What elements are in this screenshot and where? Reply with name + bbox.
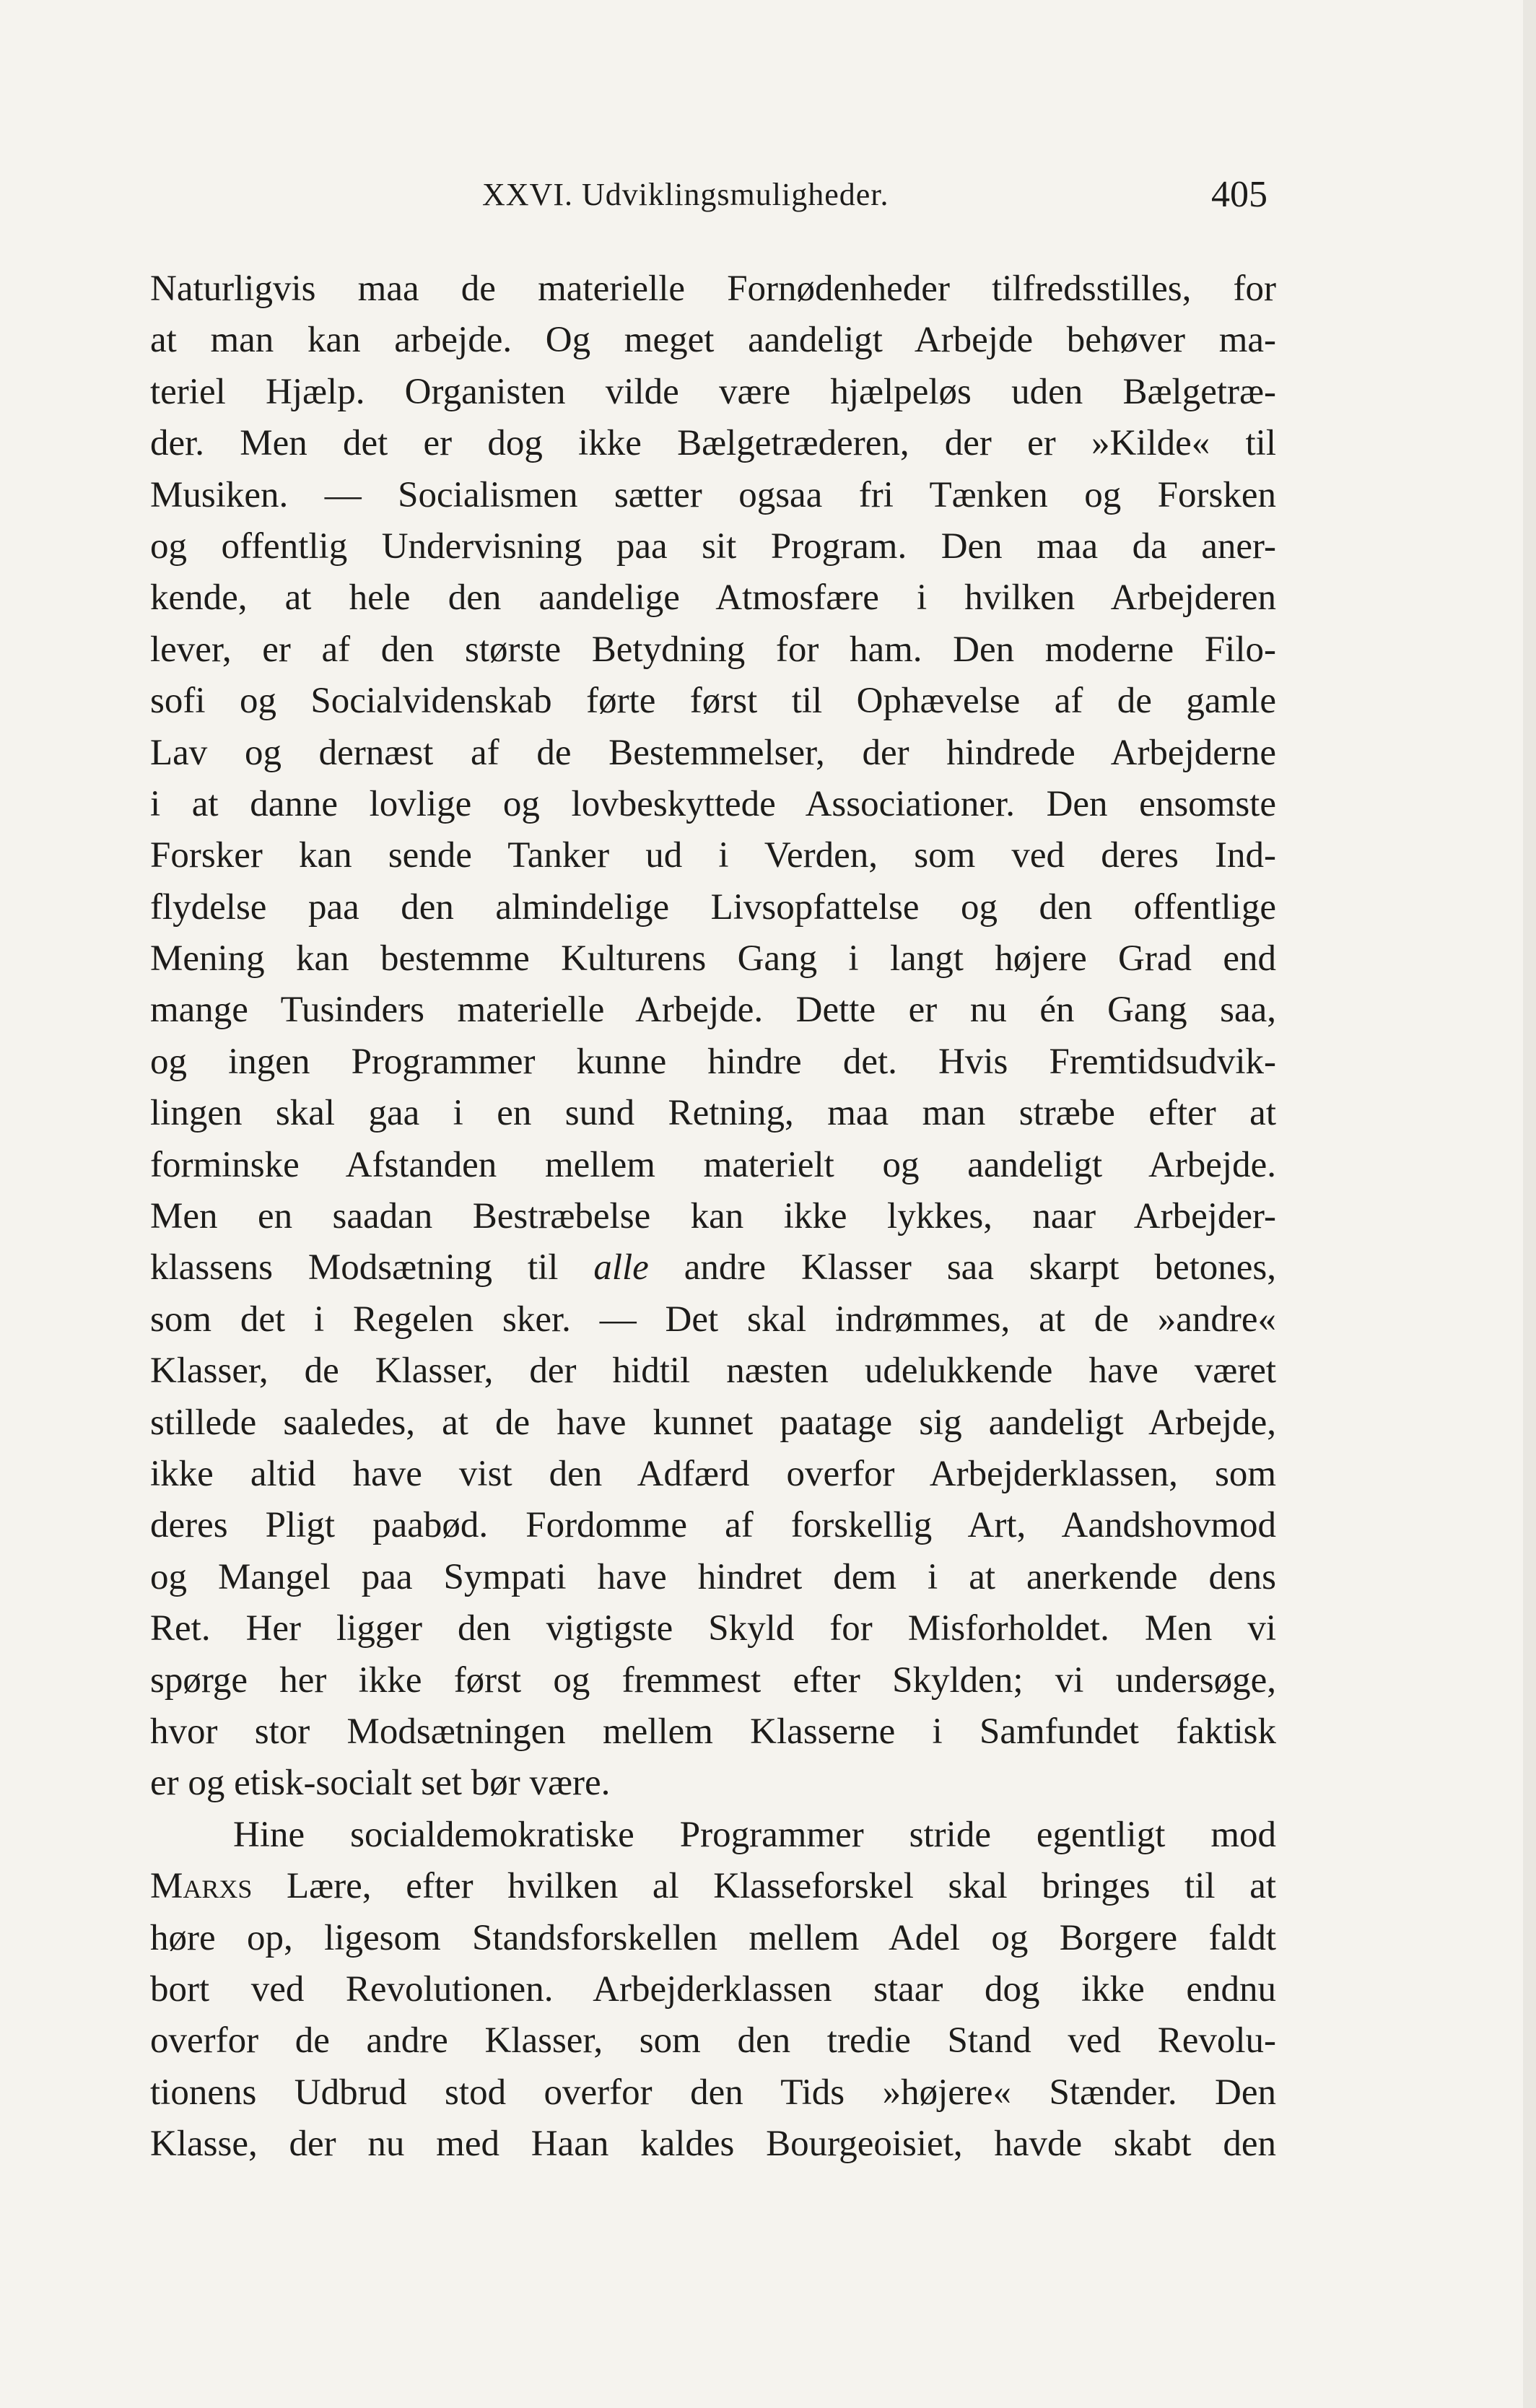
text-line: mange Tusinders materielle Arbejde. Dette er nu én Gang saa, <box>150 990 1276 1031</box>
text-line: teriel Hjælp. Organisten vilde være hjælpeløs uden Bælgetræ- <box>150 371 1276 412</box>
text-line: Klasser, de Klasser, der hidtil næsten udelukkende have været <box>150 1351 1276 1392</box>
text-run: klassens Modsætning til <box>150 1247 594 1288</box>
text-line: sofi og Socialvidenskab førte først til Ophævelse af de gamle <box>150 681 1276 722</box>
text-line: i at danne lovlige og lovbeskyttede Associationer. Den ensomste <box>150 783 1276 824</box>
text-line: kende, at hele den aandelige Atmosfære i hvilken Arbejderen <box>150 577 1276 619</box>
text-line: og offentlig Undervisning paa sit Program. Den maa da aner- <box>150 525 1276 567</box>
running-title: XXVI. Udviklingsmuligheder. <box>482 177 889 212</box>
text-line: ikke altid have vist den Adfærd overfor Arbejderklassen, som <box>150 1453 1276 1494</box>
text-line: overfor de andre Klasser, som den tredie Stand ved Revolu- <box>150 2020 1276 2062</box>
text-line: Klasse, der nu med Haan kaldes Bourgeoisiet, havde skabt den <box>150 2124 1276 2165</box>
text-line: Forsker kan sende Tanker ud i Verden, som ved deres Ind- <box>150 835 1276 876</box>
text-run: Lære, efter hvilken al Klasseforskel skal bringes til at <box>252 1866 1276 1907</box>
text-line: forminske Afstanden mellem materielt og aandeligt Arbejde. <box>150 1144 1276 1185</box>
running-header <box>150 176 1267 227</box>
text-line: spørge her ikke først og fremmest efter Skylden; vi undersøge, <box>150 1659 1276 1701</box>
text-line: Ret. Her ligger den vigtigste Skyld for Misforholdet. Men vi <box>150 1608 1276 1649</box>
text-line: der. Men det er dog ikke Bælgetræderen, der er »Kilde« til <box>150 423 1276 464</box>
page-edge <box>1523 0 1536 2408</box>
text-line: Mening kan bestemme Kulturens Gang i langt højere Grad end <box>150 938 1276 980</box>
paragraph-start-line: Hine socialdemokratiske Programmer stride egentligt mod <box>233 1814 1276 1855</box>
emphasis: alle <box>593 1247 649 1288</box>
text-line: flydelse paa den almindelige Livsopfattelse og den offentlige <box>150 886 1276 928</box>
text-line: bort ved Revolutionen. Arbejderklassen staar dog ikke endnu <box>150 1968 1276 2010</box>
text-line: som det i Regelen sker. — Det skal indrømmes, at de »andre« <box>150 1299 1276 1340</box>
text-line: deres Pligt paabød. Fordomme af forskellig Art, Aandshovmod <box>150 1505 1276 1546</box>
text-run: andre Klasser saa skarpt betones, <box>648 1247 1276 1288</box>
text-line: Men en saadan Bestræbelse kan ikke lykkes, naar Arbejder- <box>150 1196 1276 1237</box>
text-line <box>150 1861 1276 1912</box>
text-line: stillede saaledes, at de have kunnet paatage sig aandeligt Arbejde, <box>150 1402 1276 1443</box>
text-line: og Mangel paa Sympati have hindret dem i at anerkende dens <box>150 1556 1276 1597</box>
body-text <box>150 263 1276 2170</box>
text-line: at man kan arbejde. Og meget aandeligt Arbejde behøver ma- <box>150 320 1276 361</box>
author-name: Marxs <box>150 1866 253 1907</box>
text-line: tionens Udbrud stod overfor den Tids »højere« Stænder. Den <box>150 2072 1276 2113</box>
text-line <box>150 1242 1276 1294</box>
text-line: høre op, ligesom Standsforskellen mellem Adel og Borgere faldt <box>150 1917 1276 1958</box>
text-line: Musiken. — Socialismen sætter ogsaa fri Tænken og Forsken <box>150 474 1276 515</box>
paragraph-end-line: er og etisk-socialt set bør være. <box>150 1763 611 1804</box>
page-number: 405 <box>1211 174 1267 215</box>
text-line: lingen skal gaa i en sund Retning, maa man stræbe efter at <box>150 1093 1276 1134</box>
text-line: Naturligvis maa de materielle Fornødenheder tilfredsstilles, for <box>150 269 1276 309</box>
text-line: lever, er af den største Betydning for ham. Den moderne Filo- <box>150 629 1276 670</box>
text-line: Lav og dernæst af de Bestemmelser, der hindrede Arbejderne <box>150 732 1276 773</box>
text-line: og ingen Programmer kunne hindre det. Hvis Fremtidsudvik- <box>150 1041 1276 1082</box>
text-line: hvor stor Modsætningen mellem Klasserne i Samfundet faktisk <box>150 1711 1276 1752</box>
